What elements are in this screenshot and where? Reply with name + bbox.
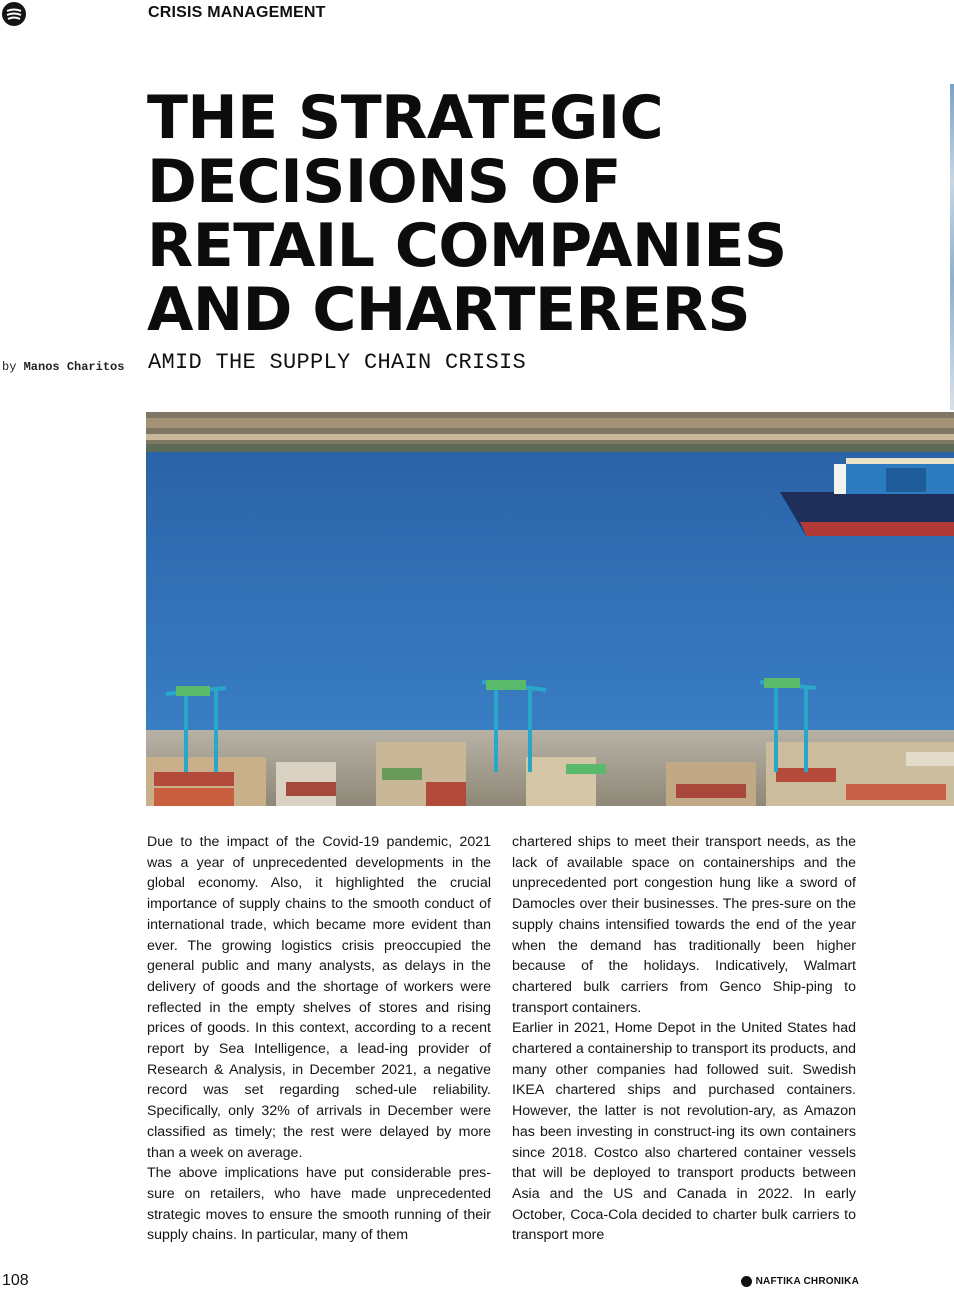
article-subtitle: AMID THE SUPPLY CHAIN CRISIS xyxy=(148,350,527,375)
container-port-photo xyxy=(146,412,954,806)
footer-brand xyxy=(741,1276,859,1287)
section-label: CRISIS MANAGEMENT xyxy=(148,4,326,21)
headline-line: DECISIONS OF xyxy=(147,147,621,217)
byline xyxy=(2,360,124,374)
page-number: 108 xyxy=(2,1272,29,1289)
author-name: Manos Charitos xyxy=(23,360,125,374)
paragraph: Due to the impact of the Covid-19 pandemic, 2021 was a year of unprecedented developments in the global economy. Also, it highlighted the crucial importance of supply chains to the smooth conduct of international trade, which became more evident than ever. The growing logistics crisis preoccupied the general public and many analysts, as delays in the delivery of goods and the shortage of workers were reflected in the empty shelves of stores and rising prices of goods. In this context, according to a recent report by Sea Intelligence, a lead-ing provider of Research & Analysis, in December 2021, a negative record was set regarding sched-ule reliability. Specifically, only 32% of arrivals in December were classified as timely; the rest were delayed by more than a week on average. xyxy=(147,834,491,1161)
article-column-2 xyxy=(512,832,856,1246)
article-column-1 xyxy=(147,832,491,1246)
naftika-logo-icon xyxy=(741,1276,752,1287)
paragraph: chartered ships to meet their transport needs, as the lack of available space on containerships and the unprecedented port congestion hung like a sword of Damocles over their businesses. The pres-sure on the supply chains intensified towards the end of the year when the demand has traditionally been higher because of the holidays. Indicatively, Walmart chartered bulk carriers from Genco Ship-ping to transport containers. xyxy=(512,834,856,1016)
paragraph: Earlier in 2021, Home Depot in the United States had chartered a containership to transport its products, and many other companies had followed suit. Swedish IKEA chartered ships and purchased containers. However, the latter is not revolution-ary, as Amazon has been investing in construct-ing its own containers since 2018. Costco also chartered container vessels that will be deployed to transport products between Asia and the US and Canada in 2022. In early October, Coca-Cola decided to charter bulk carriers to transport more xyxy=(512,1020,856,1244)
headline-line: THE STRATEGIC xyxy=(147,83,664,153)
article-headline xyxy=(147,83,927,345)
headline-line: RETAIL COMPANIES xyxy=(147,211,787,281)
headline-line: AND CHARTERERS xyxy=(147,275,751,345)
brand-name: NAFTIKA CHRONIKA xyxy=(755,1276,859,1287)
naftika-logo-icon xyxy=(2,2,26,26)
page-edge-image-strip xyxy=(950,84,954,410)
byline-prefix: by xyxy=(2,360,17,374)
paragraph: The above implications have put considerable pres-sure on retailers, who have made unprecedented strategic moves to ensure the smooth running of their supply chains. In particular, many of them xyxy=(147,1165,491,1244)
